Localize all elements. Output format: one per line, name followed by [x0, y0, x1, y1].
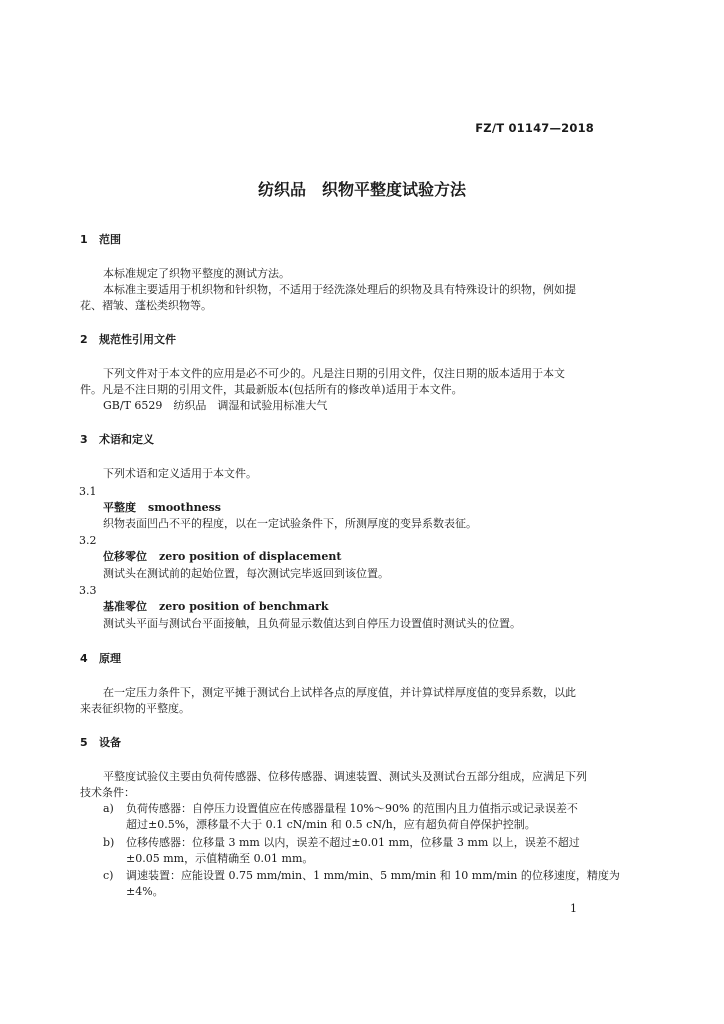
term-entry	[103, 501, 221, 515]
section-4-heading	[80, 652, 121, 666]
section-title: 范围	[99, 233, 121, 246]
paragraph-line: 花、褶皱、蓬松类织物等。	[80, 299, 212, 312]
term-en: zero position of benchmark	[159, 600, 329, 613]
list-item-line: 位移传感器：位移量 3 mm 以内，误差不超过±0.01 mm，位移量 3 mm 以上，误差不超过	[126, 836, 580, 849]
list-item-label: b)	[103, 836, 115, 849]
section-5-heading	[80, 736, 121, 750]
paragraph-line: 在一定压力条件下，测定平摊于测试台上试样各点的厚度值，并计算试样厚度值的变异系数，以此	[103, 686, 576, 699]
section-2-heading	[80, 333, 176, 347]
term-number: 3.2	[79, 534, 97, 547]
term-number: 3.1	[79, 485, 97, 498]
term-entry	[103, 550, 341, 564]
term-zh: 平整度	[103, 501, 136, 514]
document-code: FZ/T 01147—2018	[475, 121, 594, 135]
term-definition: 测试头在测试前的起始位置，每次测试完毕返回到该位置。	[103, 567, 389, 580]
section-title: 原理	[99, 652, 121, 665]
term-entry	[103, 600, 329, 614]
list-item-line: ±4%。	[126, 885, 164, 898]
section-title: 术语和定义	[99, 433, 154, 446]
term-definition: 织物表面凹凸不平的程度，以在一定试验条件下，所测厚度的变异系数表征。	[103, 517, 477, 530]
paragraph-line: 下列文件对于本文件的应用是必不可少的。凡是注日期的引用文件，仅注日期的版本适用于本文	[103, 367, 565, 380]
paragraph-line: 技术条件：	[80, 786, 135, 799]
paragraph-line: 来表征织物的平整度。	[80, 702, 190, 715]
section-number: 3	[80, 433, 88, 446]
term-number: 3.3	[79, 584, 97, 597]
list-item-label: a)	[103, 802, 114, 815]
normative-reference: GB/T 6529 纺织品 调湿和试验用标准大气	[103, 399, 328, 412]
paragraph-line: 本标准主要适用于机织物和针织物，不适用于经洗涤处理后的织物及具有特殊设计的织物，例如提	[103, 283, 576, 296]
section-title: 设备	[99, 736, 121, 749]
section-number: 2	[80, 333, 88, 346]
term-en: zero position of displacement	[159, 550, 342, 563]
list-item-line: 超过±0.5%，漂移量不大于 0.1 cN/min 和 0.5 cN/h，应有超负荷自停保护控制。	[126, 818, 536, 831]
section-number: 4	[80, 652, 88, 665]
list-item-line: 负荷传感器：自停压力设置值应在传感器量程 10%～90% 的范围内且力值指示或记录误差不	[126, 802, 578, 815]
section-title: 规范性引用文件	[99, 333, 176, 346]
list-item-line: 调速装置：应能设置 0.75 mm/min、1 mm/min、5 mm/min 和 10 mm/min 的位移速度，精度为	[126, 869, 620, 882]
paragraph-line: 平整度试验仪主要由负荷传感器、位移传感器、调速装置、测试头及测试台五部分组成，应满足下列	[103, 770, 587, 783]
section-3-heading	[80, 433, 154, 447]
page-number: 1	[570, 902, 577, 915]
list-item-line: ±0.05 mm，示值精确至 0.01 mm。	[126, 852, 314, 865]
paragraph-line: 本标准规定了织物平整度的测试方法。	[103, 267, 290, 280]
term-zh: 位移零位	[103, 550, 147, 563]
term-zh: 基准零位	[103, 600, 147, 613]
term-en: smoothness	[148, 501, 221, 514]
paragraph-line: 下列术语和定义适用于本文件。	[103, 467, 257, 480]
list-item-label: c)	[103, 869, 114, 882]
paragraph-line: 件。凡是不注日期的引用文件，其最新版本(包括所有的修改单)适用于本文件。	[80, 383, 463, 396]
section-number: 1	[80, 233, 88, 246]
document-title: 纺织品 织物平整度试验方法	[257, 180, 466, 199]
section-number: 5	[80, 736, 88, 749]
section-1-heading	[80, 233, 121, 247]
term-definition: 测试头平面与测试台平面接触，且负荷显示数值达到自停压力设置值时测试头的位置。	[103, 617, 521, 630]
